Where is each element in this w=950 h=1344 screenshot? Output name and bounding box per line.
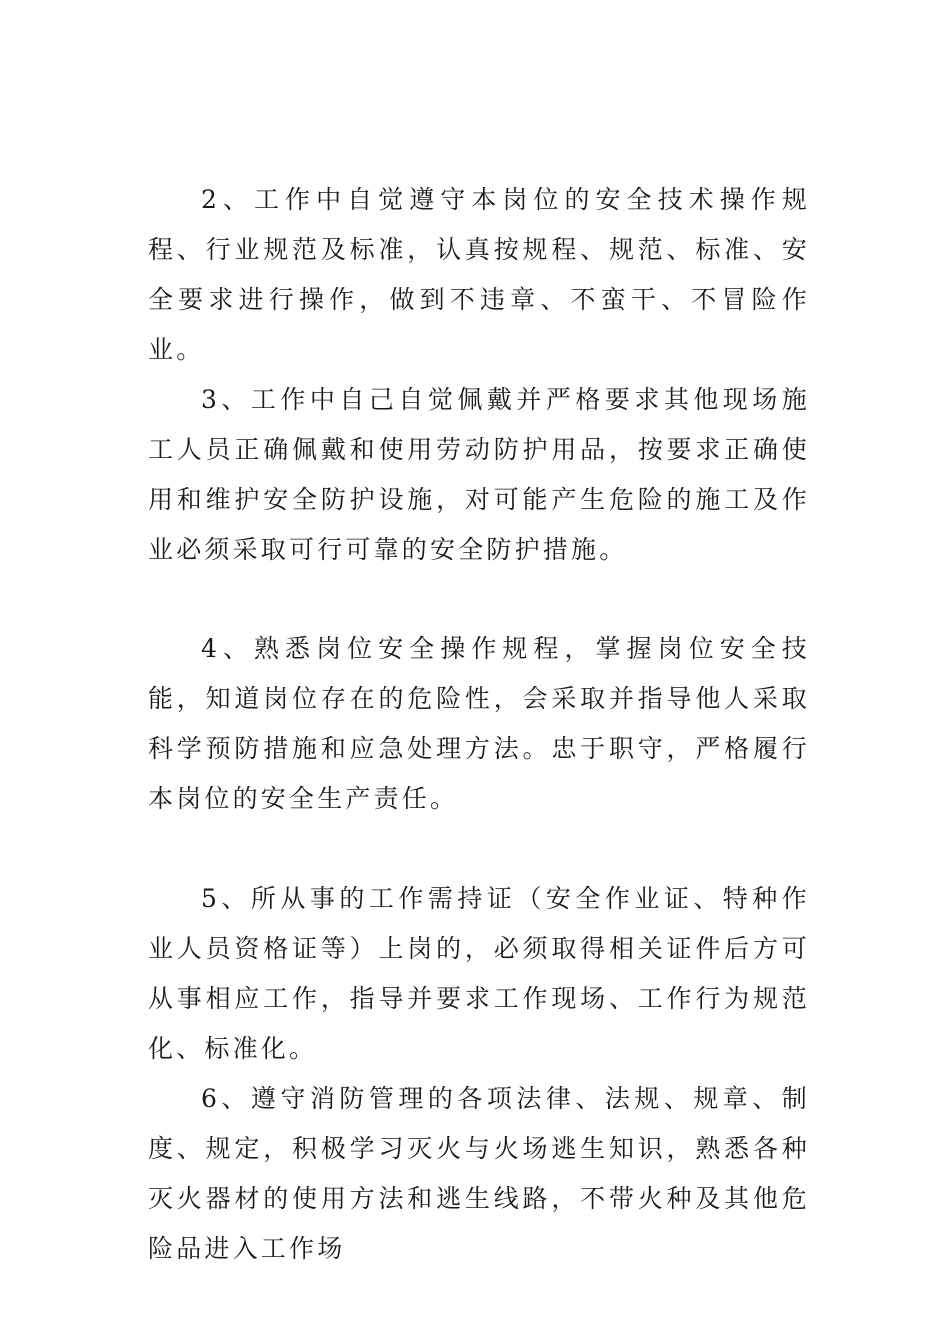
paragraph-item-5: 5、所从事的工作需持证（安全作业证、特种作业人员资格证等）上岗的，必须取得相关证件后方可从事相应工作，指导并要求工作现场、工作行为规范化、标准化。 — [148, 884, 810, 1063]
paragraph-item-3: 3、工作中自己自觉佩戴并严格要求其他现场施工人员正确佩戴和使用劳动防护用品，按要求正确使用和维护安全防护设施，对可能产生危险的施工及作业必须采取可行可靠的安全防护措施。 — [148, 385, 810, 564]
paragraph-item-4: 4、熟悉岗位安全操作规程，掌握岗位安全技能，知道岗位存在的危险性，会采取并指导他人采取科学预防措施和应急处理方法。忠于职守，严格履行本岗位的安全生产责任。 — [148, 634, 810, 813]
paragraph-item-6: 6、遵守消防管理的各项法律、法规、规章、制度、规定，积极学习灭火与火场逃生知识，熟悉各种灭火器材的使用方法和逃生线路，不带火种及其他危险品进入工作场 — [148, 1084, 810, 1263]
paragraph-item-2: 2、工作中自觉遵守本岗位的安全技术操作规程、行业规范及标准，认真按规程、规范、标准、安全要求进行操作，做到不违章、不蛮干、不冒险作业。 — [148, 185, 810, 364]
